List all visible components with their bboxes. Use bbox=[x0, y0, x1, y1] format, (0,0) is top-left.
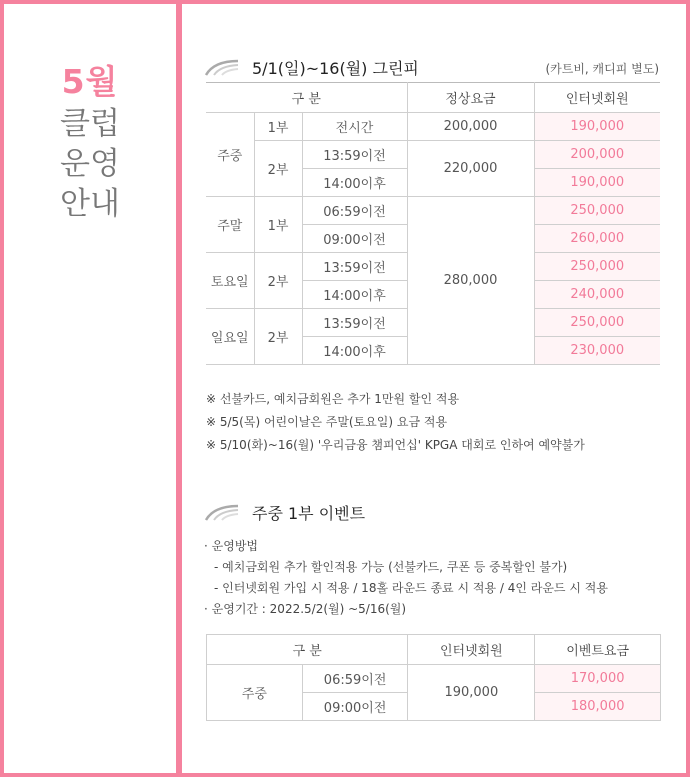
day-cell: 주중 bbox=[207, 665, 303, 721]
header-category: 구 분 bbox=[207, 635, 408, 665]
side-title-line: 운영 bbox=[60, 146, 120, 182]
time-cell: 전시간 bbox=[302, 113, 407, 141]
part-cell: 1부 bbox=[254, 197, 302, 253]
table-row bbox=[207, 665, 661, 693]
table-header-row bbox=[207, 635, 661, 665]
time-cell: 13:59이전 bbox=[302, 309, 407, 337]
side-title bbox=[4, 104, 176, 224]
internet-price-cell: 240,000 bbox=[534, 281, 660, 309]
note-item: ※ 5/10(화)~16(월) '우리금융 챔피언십' KPGA 대회로 인하여 예약불가 bbox=[206, 438, 585, 452]
regular-price-cell: 200,000 bbox=[407, 113, 534, 141]
notes-list bbox=[206, 388, 585, 457]
time-cell: 06:59이전 bbox=[302, 665, 408, 693]
event-info bbox=[204, 536, 608, 620]
table-row bbox=[206, 197, 660, 225]
section2-heading bbox=[204, 501, 365, 524]
time-cell: 09:00이전 bbox=[302, 225, 407, 253]
note-item: ※ 선불카드, 예치금회원은 추가 1만원 할인 적용 bbox=[206, 392, 460, 406]
left-panel bbox=[4, 4, 176, 773]
side-title-line: 클럽 bbox=[60, 106, 120, 142]
time-cell: 14:00이후 bbox=[302, 169, 407, 197]
table-header-row bbox=[206, 83, 660, 113]
internet-price-cell: 190,000 bbox=[534, 113, 660, 141]
event-price-cell: 170,000 bbox=[535, 665, 661, 693]
event-price-cell: 180,000 bbox=[535, 693, 661, 721]
main-panel bbox=[182, 4, 686, 773]
day-cell: 주말 bbox=[206, 197, 254, 253]
part-cell: 2부 bbox=[254, 253, 302, 309]
header-internet: 인터넷회원 bbox=[408, 635, 535, 665]
day-cell: 토요일 bbox=[206, 253, 254, 309]
table-row bbox=[206, 141, 660, 169]
day-cell: 일요일 bbox=[206, 309, 254, 365]
internet-price-cell: 250,000 bbox=[534, 197, 660, 225]
info-line: - 인터넷회원 가입 시 적용 / 18홀 라운드 종료 시 적용 / 4인 라운드 시 적용 bbox=[214, 581, 608, 595]
section1-title: 5/1(일)~16(월) 그린피 bbox=[252, 59, 419, 78]
internet-price-cell: 250,000 bbox=[534, 253, 660, 281]
info-line: · 운영기간 : 2022.5/2(월) ~5/16(월) bbox=[204, 602, 407, 616]
section2-title: 주중 1부 이벤트 bbox=[252, 504, 366, 523]
greenfee-table bbox=[206, 82, 660, 365]
regular-price-cell: 280,000 bbox=[407, 197, 534, 365]
time-cell: 09:00이전 bbox=[302, 693, 408, 721]
internet-price-cell: 190,000 bbox=[534, 169, 660, 197]
internet-price-cell: 260,000 bbox=[534, 225, 660, 253]
internet-price-cell: 190,000 bbox=[408, 665, 535, 721]
header-category: 구 분 bbox=[206, 83, 407, 113]
part-cell: 1부 bbox=[254, 113, 302, 141]
month-label: 5월 bbox=[61, 62, 119, 101]
day-cell: 주중 bbox=[206, 113, 254, 197]
header-event-price: 이벤트요금 bbox=[535, 635, 661, 665]
part-cell: 2부 bbox=[254, 141, 302, 197]
info-line: · 운영방법 bbox=[204, 539, 258, 553]
note-item: ※ 5/5(목) 어린이날은 주말(토요일) 요금 적용 bbox=[206, 415, 448, 429]
time-cell: 13:59이전 bbox=[302, 141, 407, 169]
time-cell: 14:00이후 bbox=[302, 281, 407, 309]
internet-price-cell: 200,000 bbox=[534, 141, 660, 169]
event-table bbox=[206, 634, 661, 721]
header-regular: 정상요금 bbox=[407, 83, 534, 113]
part-cell: 2부 bbox=[254, 309, 302, 365]
regular-price-cell: 220,000 bbox=[407, 141, 534, 197]
table-row bbox=[206, 113, 660, 141]
fee-note: (카트비, 캐디피 별도) bbox=[545, 62, 659, 76]
side-title-line: 안내 bbox=[60, 186, 120, 222]
time-cell: 13:59이전 bbox=[302, 253, 407, 281]
section1-heading bbox=[204, 56, 419, 79]
info-line: - 예치금회원 추가 할인적용 가능 (선불카드, 쿠폰 등 중복할인 불가) bbox=[214, 560, 568, 574]
internet-price-cell: 250,000 bbox=[534, 309, 660, 337]
time-cell: 06:59이전 bbox=[302, 197, 407, 225]
header-internet: 인터넷회원 bbox=[534, 83, 660, 113]
swoosh-icon bbox=[204, 504, 240, 522]
internet-price-cell: 230,000 bbox=[534, 337, 660, 365]
swoosh-icon bbox=[204, 59, 240, 77]
time-cell: 14:00이후 bbox=[302, 337, 407, 365]
